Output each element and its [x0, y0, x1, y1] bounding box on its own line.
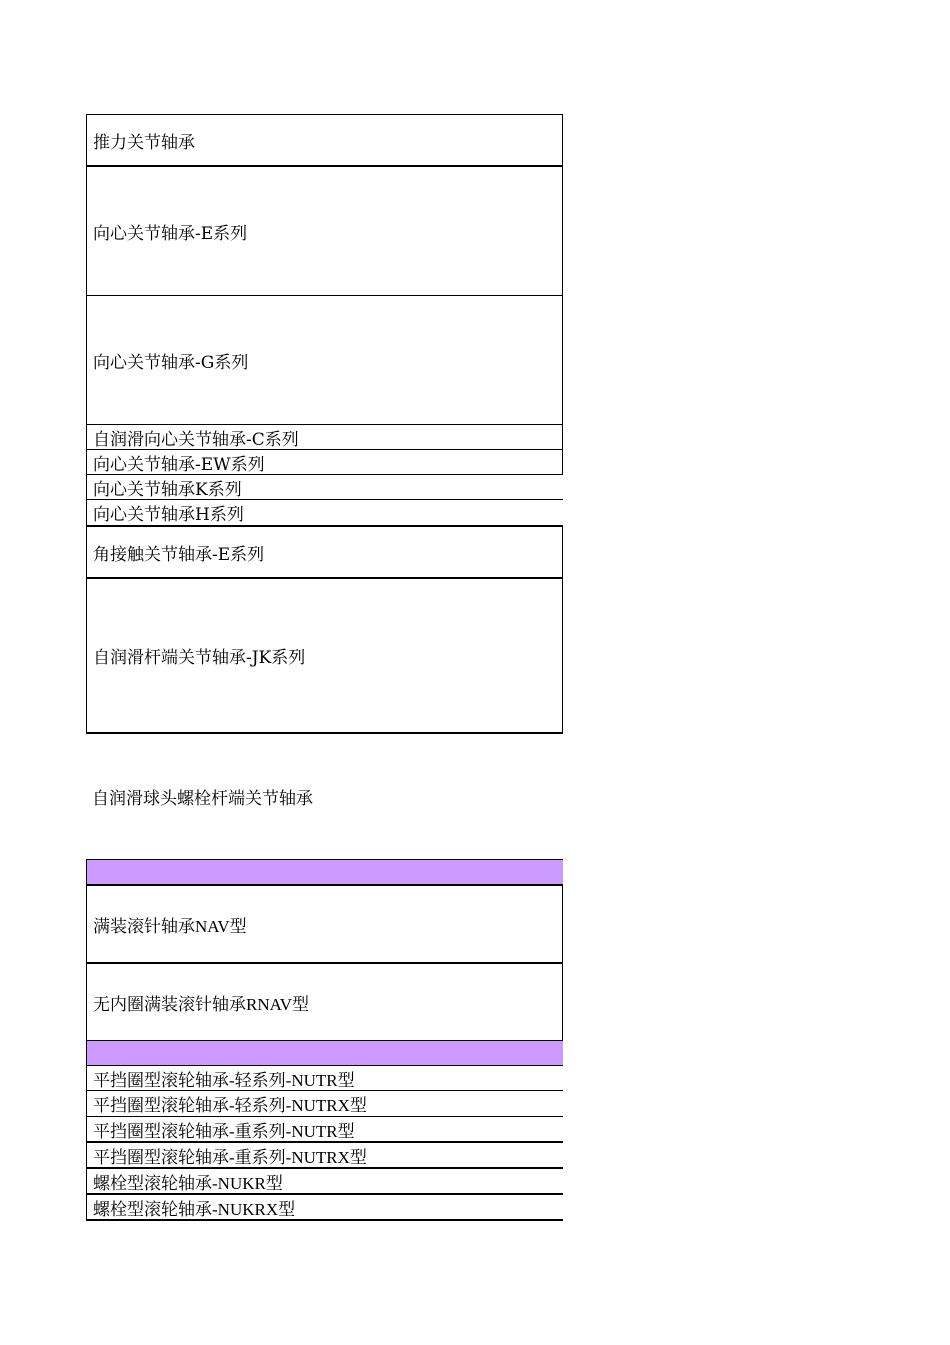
table-row	[86, 1066, 563, 1091]
table-row	[86, 1091, 563, 1117]
table-row	[86, 425, 563, 450]
table-row	[86, 114, 563, 167]
section-header-bar	[86, 1041, 563, 1066]
row-label: 推力关节轴承	[93, 132, 195, 153]
row-label: 平挡圈型滚轮轴承-轻系列-NUTR型	[93, 1070, 355, 1090]
table-row	[86, 450, 563, 475]
row-label: 向心关节轴承K系列	[93, 479, 242, 500]
section-header-bar	[86, 859, 563, 886]
standalone-label: 自润滑球头螺栓杆端关节轴承	[92, 789, 313, 809]
row-label: 角接触关节轴承-E系列	[93, 544, 265, 565]
row-label: 自润滑向心关节轴承-C系列	[93, 429, 299, 450]
row-label: 向心关节轴承-E系列	[93, 223, 248, 244]
row-label: 螺栓型滚轮轴承-NUKR型	[93, 1173, 283, 1193]
table-row	[86, 500, 563, 527]
row-label: 平挡圈型滚轮轴承-重系列-NUTRX型	[93, 1147, 367, 1167]
table-row	[86, 1143, 563, 1169]
table-row	[86, 475, 563, 500]
row-label: 向心关节轴承-G系列	[93, 352, 249, 373]
row-label: 向心关节轴承-EW系列	[93, 454, 265, 475]
table-row	[86, 296, 563, 425]
row-label: 向心关节轴承H系列	[93, 505, 244, 525]
table-row	[86, 1195, 563, 1221]
row-label: 螺栓型滚轮轴承-NUKRX型	[93, 1199, 296, 1219]
table-row	[86, 1169, 563, 1195]
row-label: 无内圈满装滚针轴承RNAV型	[93, 994, 309, 1014]
table-row	[86, 579, 563, 734]
row-label: 自润滑杆端关节轴承-JK系列	[93, 648, 306, 668]
table-row	[86, 1117, 563, 1143]
row-label: 满装滚针轴承NAV型	[93, 916, 247, 936]
row-label: 平挡圈型滚轮轴承-重系列-NUTR型	[93, 1121, 355, 1141]
row-label: 平挡圈型滚轮轴承-轻系列-NUTRX型	[93, 1096, 367, 1115]
table-row	[86, 886, 563, 964]
table-row	[86, 167, 563, 296]
table-row	[86, 527, 563, 579]
table-row	[86, 964, 563, 1041]
